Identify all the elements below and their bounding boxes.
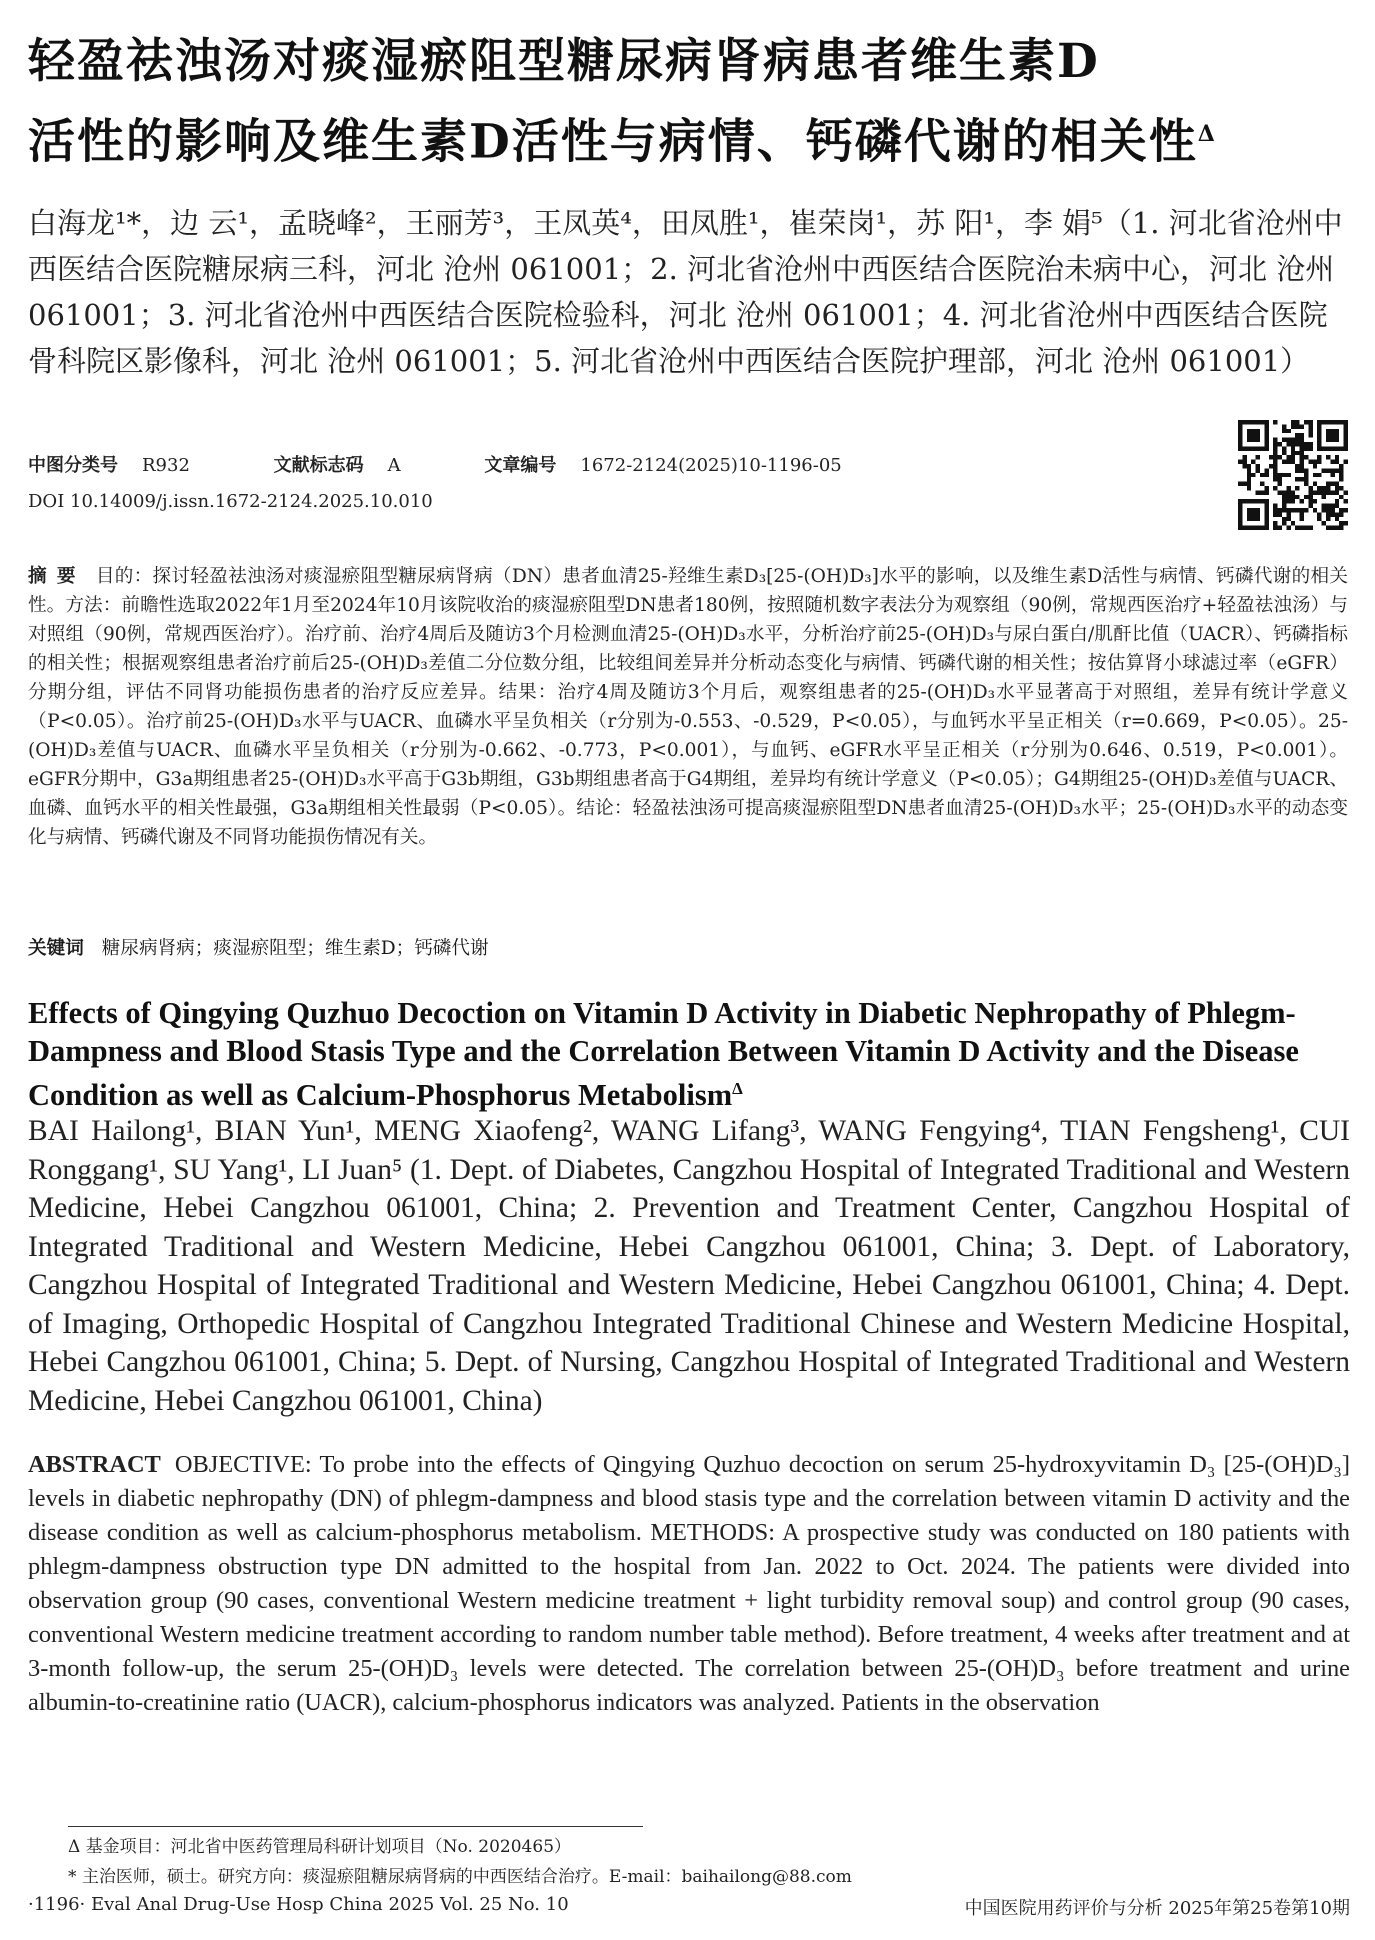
abstract-chinese-text: 目的：探讨轻盈祛浊汤对痰湿瘀阻型糖尿病肾病（DN）患者血清25-羟维生素D₃[25-(OH)D₃]水平的影响，以及维生素D活性与病情、钙磷代谢的相关性。方法：前瞻性选取2022年1月至2024年10月该院收治的痰湿瘀阻型DN患者180例，按照随机数字表法分为观察组（90例，常规西医治疗+轻盈祛浊汤）与对照组（90例，常规西医治疗）。治疗前、治疗4周后及随访3个月检测血清25-(OH)D₃水平，分析治疗前25-(OH)D₃与尿白蛋白/肌酐比值（UACR）、钙磷指标的相关性；根据观察组患者治疗前后25-(OH)D₃差值二分位数分组，比较组间差异并分析动态变化与病情、钙磷代谢的相关性；按估算肾小球滤过率（eGFR）分期分组，评估不同肾功能损伤患者的治疗反应差异。结果：治疗4周及随访3个月后，观察组患者的25-(OH)D₃水平显著高于对照组，差异有统计学意义（P<0.05）。治疗前25-(OH)D₃水平与UACR、血磷水平呈负相关（r分别为-0.553、-0.529，P<0.05），与血钙水平呈正相关（r=0.669，P<0.05）。25-(OH)D₃差值与UACR、血磷水平呈负相关（r分别为-0.662、-0.773，P<0.001），与血钙、eGFR水平呈正相关（r分别为0.646、0.519，P<0.001）。eGFR分期中，G3a期组患者25-(OH)D₃水平高于G3b期组，G3b期组患者高于G4期组，差异均有统计学意义（P<0.05）；G4期组25-(OH)D₃差值与UACR、血磷、血钙水平的相关性最强，G3a期组相关性最弱（P<0.05）。结论：轻盈祛浊汤可提高痰湿瘀阻型DN患者血清25-(OH)D₃水平；25-(OH)D₃水平的动态变化与病情、钙磷代谢及不同肾功能损伤情况有关。	[28, 566, 1348, 848]
article-number-label: 文章编号	[484, 455, 557, 476]
clc-value: R932	[142, 455, 190, 476]
doi: DOI 10.14009/j.issn.1672-2124.2025.10.010	[28, 491, 433, 512]
authors-chinese: 白海龙¹*，边 云¹，孟晓峰²，王丽芳³，王凤英⁴，田凤胜¹，崔荣岗¹，苏 阳¹，李 娟⁵（1. 河北省沧州中西医结合医院糖尿病三科，河北 沧州 061001；2. 河北省沧州中西医结合医院治未病中心，河北 沧州 061001；3. 河北省沧州中西医结合医院检验科，河北 沧州 061001；4. 河北省沧州中西医结合医院骨科院区影像科，河北 沧州 061001；5. 河北省沧州中西医结合医院护理部，河北 沧州 061001）	[28, 206, 1343, 378]
footer-journal-en: ·1196· Eval Anal Drug-Use Hosp China 2025 Vol. 25 No. 10	[28, 1894, 569, 1915]
footnote-divider	[68, 1826, 643, 1827]
doc-code-label: 文献标志码	[273, 455, 364, 476]
abstract-english	[28, 1448, 1350, 1720]
footer-journal-zh: 中国医院用药评价与分析 2025年第25卷第10期	[964, 1898, 1350, 1919]
title-chinese-line2-text: 活性的影响及维生素D活性与病情、钙磷代谢的相关性	[28, 114, 1198, 170]
keywords-chinese-text: 糖尿病肾病；痰湿瘀阻型；维生素D；钙磷代谢	[101, 938, 489, 959]
title-english-fund-mark: Δ	[732, 1079, 743, 1098]
abstract-english-label: ABSTRACT	[28, 1451, 161, 1478]
abstract-english-text: OBJECTIVE: To probe into the effects of Qingying Quzhuo decoction on serum 25-hydroxyvitamin D₃ [25-(OH)D₃] levels in diabetic nephropathy (DN) of phlegm-dampness and blood stasis type and the correlation between vitamin D activity and the disease condition as well as calcium-phosphorus metabolism. METHODS: A prospective study was conducted on 180 patients with phlegm-dampness obstruction type DN admitted to the hospital from Jan. 2022 to Oct. 2024. The patients were divided into observation group (90 cases, conventional Western medicine treatment + light turbidity removal soup) and control group (90 cases, conventional Western medicine treatment according to random number table method). Before treatment, 4 weeks after treatment and at 3-month follow-up, the serum 25-(OH)D₃ levels were detected. The correlation between 25-(OH)D₃ before treatment and urine albumin-to-creatinine ratio (UACR), calcium-phosphorus indicators was analyzed. Patients in the observation	[28, 1451, 1350, 1716]
footnote-fund: Δ 基金项目：河北省中医药管理局科研计划项目（No. 2020465）	[68, 1837, 572, 1857]
article-number-value: 1672-2124(2025)10-1196-05	[580, 455, 842, 476]
page-footer	[28, 1894, 1350, 1924]
title-fund-mark: Δ	[1197, 121, 1217, 147]
keywords-chinese-label: 关键词	[28, 938, 84, 959]
title-chinese-line2	[28, 98, 1348, 179]
title-chinese-line1: 轻盈祛浊汤对痰湿瘀阻型糖尿病肾病患者维生素D	[28, 34, 1100, 89]
footnote-author: * 主治医师，硕士。研究方向：痰湿瘀阻糖尿病肾病的中西医结合治疗。E-mail：baihailong@88.com	[68, 1867, 852, 1887]
abstract-chinese	[28, 562, 1348, 852]
keywords-chinese	[28, 934, 1348, 964]
abstract-chinese-label: 摘要	[28, 566, 86, 587]
footnotes	[68, 1832, 1268, 1892]
title-chinese	[28, 26, 1348, 179]
authors-english: BAI Hailong¹, BIAN Yun¹, MENG Xiaofeng², WANG Lifang³, WANG Fengying⁴, TIAN Fengsheng¹, CUI Ronggang¹, SU Yang¹, LI Juan⁵ (1. Dept. of Diabetes, Cangzhou Hospital of Integrated Traditional and Western Medicine, Hebei Cangzhou 061001, China; 2. Prevention and Treatment Center, Cangzhou Hospital of Integrated Traditional and Western Medicine, Hebei Cangzhou 061001, China; 3. Dept. of Laboratory, Cangzhou Hospital of Integrated Traditional and Western Medicine, Hebei Cangzhou 061001, China; 4. Dept. of Imaging, Orthopedic Hospital of Cangzhou Integrated Traditional Chinese and Western Medicine Hospital, Hebei Cangzhou 061001, China; 5. Dept. of Nursing, Cangzhou Hospital of Integrated Traditional and Western Medicine, Hebei Cangzhou 061001, China)	[28, 1115, 1350, 1417]
clc-label: 中图分类号	[28, 455, 118, 476]
article-metadata	[28, 448, 1208, 520]
classification-row	[28, 448, 1208, 484]
doc-code-value: A	[387, 455, 401, 476]
title-english	[28, 994, 1353, 1114]
title-english-text: Effects of Qingying Quzhuo Decoction on Vitamin D Activity in Diabetic Nephropathy of Phlegm-Dampness and Blood Stasis Type and the Correlation Between Vitamin D Activity and the Disease Condition as well as Calcium-Phosphorus Metabolism	[28, 996, 1299, 1113]
qr-code-icon	[1238, 420, 1348, 530]
